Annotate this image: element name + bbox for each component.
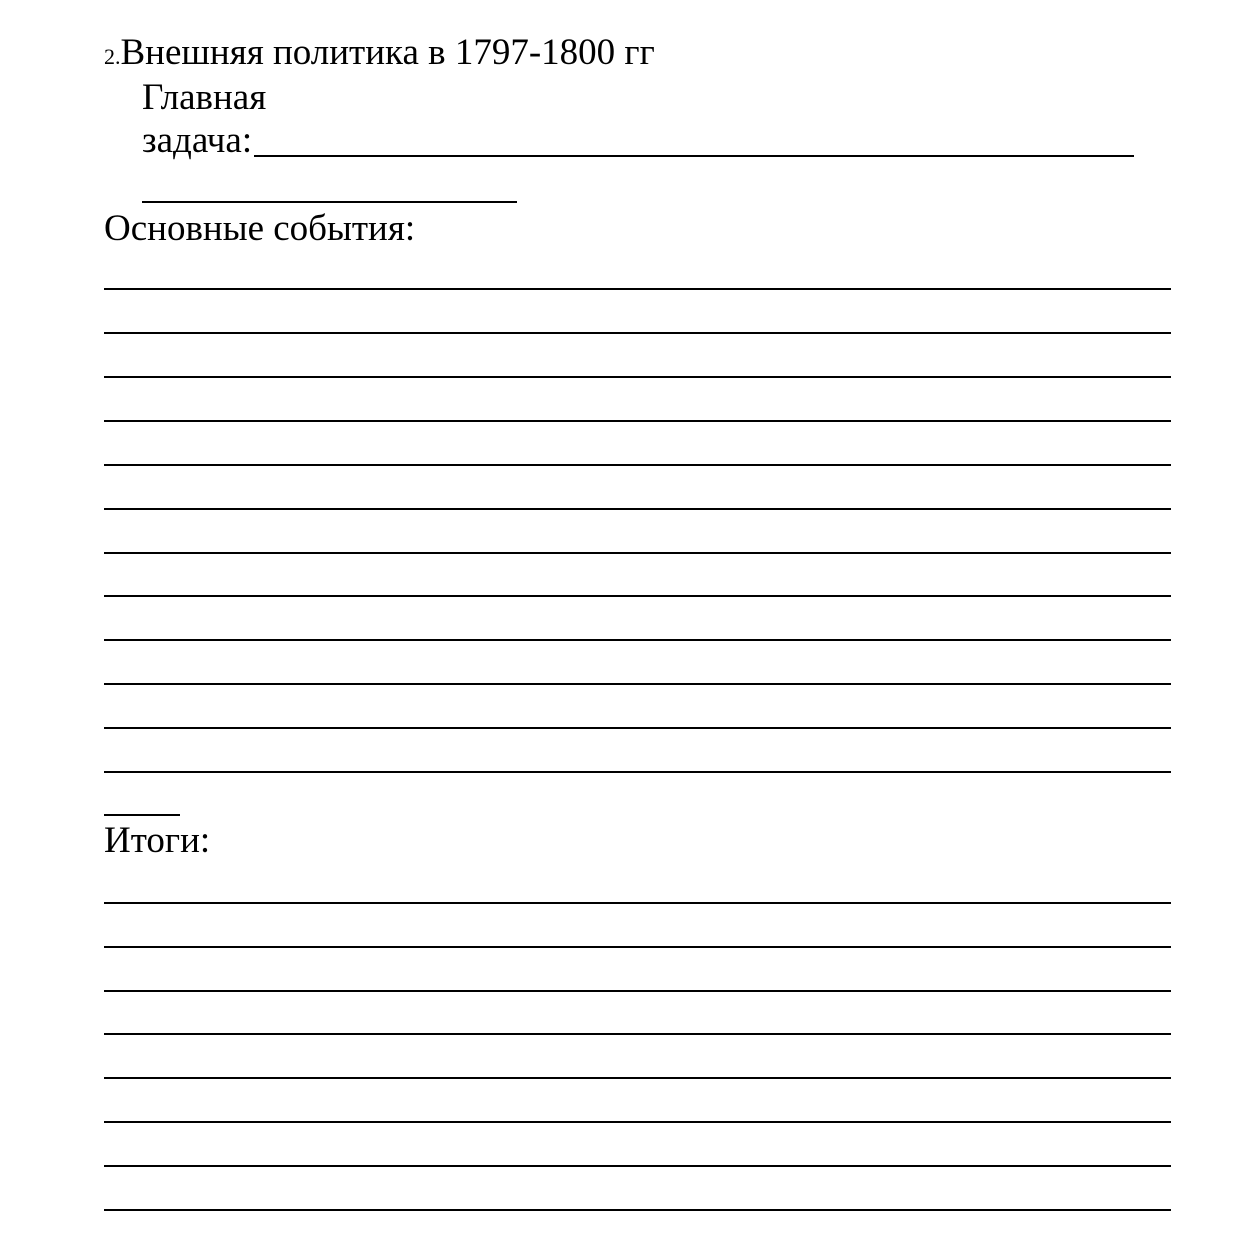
results-answer-line[interactable]: [104, 990, 1171, 992]
main-task-label-line2: задача:: [142, 120, 253, 161]
section-heading: [104, 34, 655, 71]
events-answer-line[interactable]: [104, 464, 1171, 466]
events-answer-line[interactable]: [104, 595, 1171, 597]
main-task-answer-line[interactable]: [254, 155, 1134, 157]
events-answer-line[interactable]: [104, 508, 1171, 510]
main-task-label-line1: Главная: [142, 77, 267, 118]
events-answer-line[interactable]: [104, 683, 1171, 685]
events-answer-line[interactable]: [104, 552, 1171, 554]
events-answer-line[interactable]: [104, 420, 1171, 422]
results-answer-line[interactable]: [104, 902, 1171, 904]
results-label: Итоги:: [104, 820, 211, 861]
events-answer-line[interactable]: [104, 727, 1171, 729]
events-answer-line[interactable]: [104, 376, 1171, 378]
results-answer-line[interactable]: [104, 946, 1171, 948]
results-answer-line[interactable]: [104, 1077, 1171, 1079]
results-answer-line[interactable]: [104, 1033, 1171, 1035]
events-answer-line[interactable]: [104, 288, 1171, 290]
events-answer-line[interactable]: [104, 771, 1171, 773]
events-label: Основные события:: [104, 208, 416, 249]
results-answer-line[interactable]: [104, 1121, 1171, 1123]
events-answer-line[interactable]: [104, 332, 1171, 334]
results-answer-line[interactable]: [104, 1165, 1171, 1167]
main-task-answer-line[interactable]: [142, 201, 517, 203]
heading-text: Внешняя политика в 1797-1800 гг: [120, 32, 655, 73]
events-answer-line-end[interactable]: [104, 814, 180, 816]
results-answer-line[interactable]: [104, 1209, 1171, 1211]
events-answer-line[interactable]: [104, 639, 1171, 641]
item-number: 2.: [104, 44, 121, 69]
